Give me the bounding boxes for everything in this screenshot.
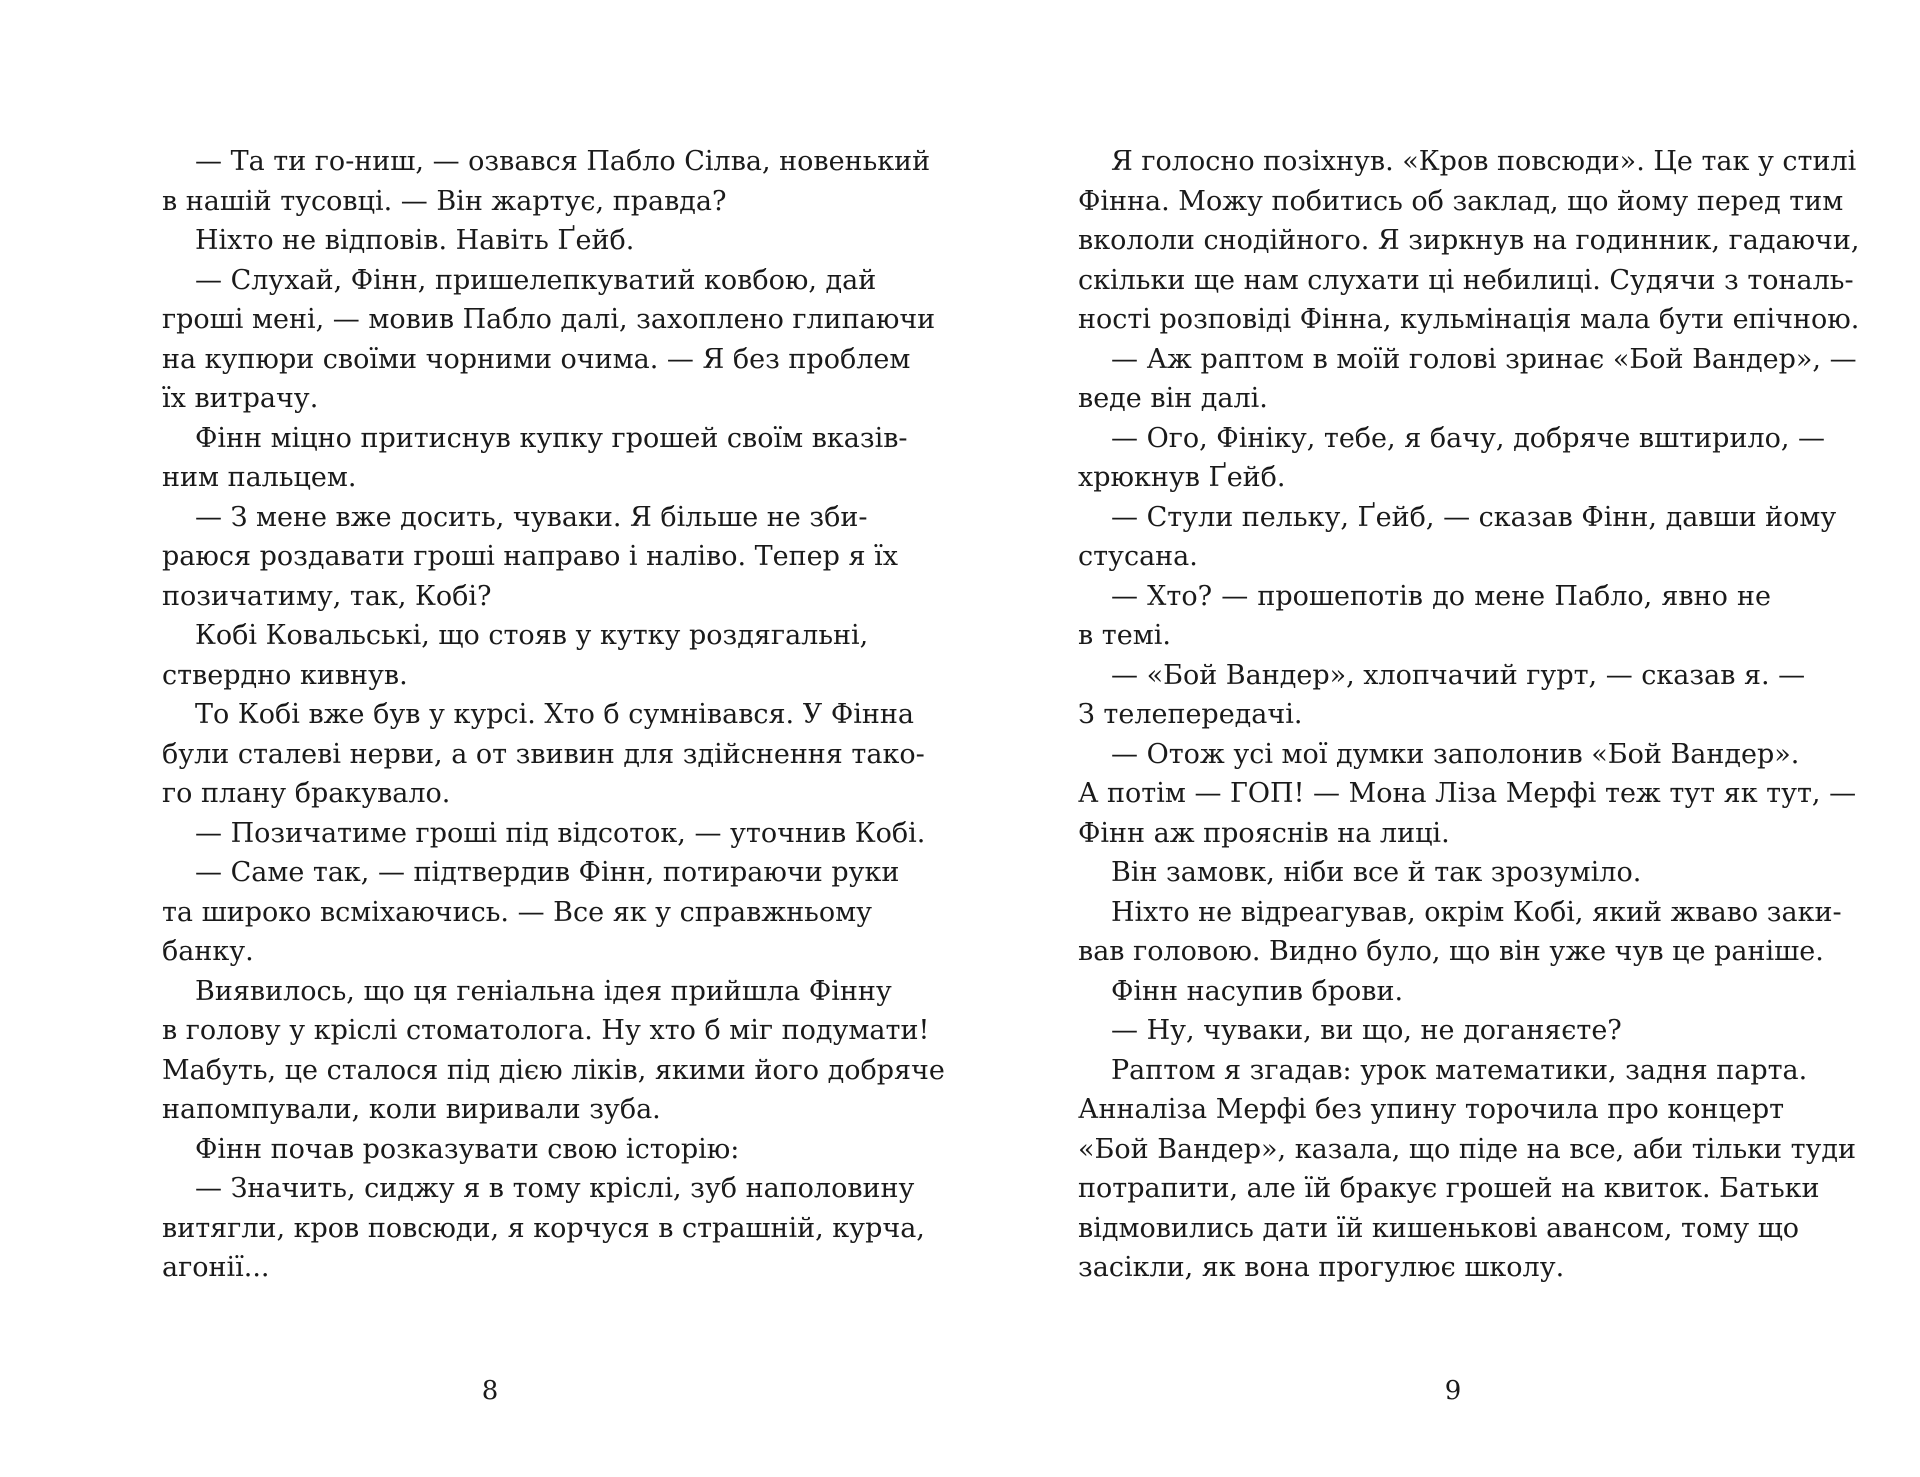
text-line: Виявилось, що ця геніальна ідея прийшла Фінну [195,975,892,1007]
text-line: — Позичатиме гроші під відсоток, — уточнив Кобі. [195,817,926,849]
text-line: — Та ти го-ниш, — озвався Пабло Сілва, новенький [195,146,931,177]
text-line: Анналіза Мерфі без упину торочила про концерт [1078,1094,1785,1125]
text-line: Кобі Ковальські, що стояв у кутку роздягальні, [195,620,869,651]
text-line: засікли, як вона прогулює школу. [1078,1252,1565,1283]
text-line: на купюри своїми чорними очима. — Я без проблем [162,343,911,375]
text-line: та широко всміхаючись. — Все як у справжньому [162,896,873,928]
text-line: вкололи снодійного. Я зиркнув на годинник, гадаючи, [1078,225,1860,256]
text-line: — Слухай, Фінн, пришелепкуватий ковбою, дай [195,264,877,296]
text-line: агонії... [162,1252,270,1283]
text-line: стусана. [1078,541,1198,572]
text-line: Фінна. Можу побитись об заклад, що йому перед тим [1078,185,1844,217]
text-line: Раптом я згадав: урок математики, задня парта. [1111,1054,1808,1086]
text-line: — Хто? — прошепотів до мене Пабло, явно не [1111,580,1771,612]
text-line: потрапити, але їй бракує грошей на квиток. Батьки [1078,1173,1820,1204]
text-line: — Саме так, — підтвердив Фінн, потираючи руки [195,857,900,888]
text-line: банку. [162,936,254,967]
text-line: ним пальцем. [162,462,357,493]
text-line: Ніхто не відреагував, окрім Кобі, який жваво заки- [1111,896,1842,928]
text-line: витягли, кров повсюди, я корчуся в страшній, курча, [162,1212,925,1244]
text-line: То Кобі вже був у курсі. Хто б сумнівався. У Фінна [195,699,914,730]
text-line: в темі. [1078,620,1171,651]
left-page-text [162,142,945,1288]
text-line: — Стули пельку, Ґейб, — сказав Фінн, давши йому [1111,501,1837,533]
text-line: З телепередачі. [1078,699,1303,730]
text-line: — З мене вже досить, чуваки. Я більше не зби- [195,501,868,533]
text-line: в нашій тусовці. — Він жартує, правда? [162,185,727,217]
text-line: відмовились дати їй кишенькові авансом, тому що [1078,1212,1800,1244]
text-line: Фінн аж прояснів на лиці. [1078,817,1450,849]
text-line: раюся роздавати гроші направо і наліво. Тепер я їх [162,541,898,572]
right-page-text [1078,142,1860,1288]
text-line: — Ого, Фініку, тебе, я бачу, добряче вштирило, — [1111,422,1826,454]
text-line: позичатиму, так, Кобі? [162,580,492,612]
text-line: скільки ще нам слухати ці небилиці. Судячи з тональ- [1078,264,1854,296]
page-number-left: 8 [481,1376,499,1406]
text-line: Він замовк, ніби все й так зрозуміло. [1111,857,1642,888]
text-line: вав головою. Видно було, що він уже чув це раніше. [1078,936,1824,967]
page-number-right: 9 [1444,1376,1462,1406]
text-line: були сталеві нерви, а от звивин для здійснення тако- [162,738,925,770]
text-line: Ніхто не відповів. Навіть Ґейб. [195,225,635,256]
text-line: — Значить, сиджу я в тому кріслі, зуб наполовину [195,1173,915,1204]
text-line: напомпували, коли виривали зуба. [162,1094,661,1125]
text-line: хрюкнув Ґейб. [1078,462,1286,493]
text-line: веде він далі. [1078,383,1268,414]
text-line: Фінн міцно притиснув купку грошей своїм вказів- [195,422,908,454]
text-line: — Ну, чуваки, ви що, не доганяєте? [1111,1015,1622,1046]
text-line: «Бой Вандер», казала, що піде на все, аби тільки туди [1078,1133,1857,1165]
text-line: ствердно кивнув. [162,659,408,691]
text-line: гроші мені, — мовив Пабло далі, захоплено глипаючи [162,304,936,335]
text-line: Мабуть, це сталося під дією ліків, якими його добряче [162,1054,945,1086]
text-line: — «Бой Вандер», хлопчачий гурт, — сказав я. — [1111,659,1806,691]
text-line: їх витрачу. [162,383,319,414]
text-line: — Отож усі мої думки заполонив «Бой Вандер». [1111,738,1800,770]
text-line: — Аж раптом в моїй голові зринає «Бой Вандер», — [1111,343,1857,375]
text-line: ності розповіді Фінна, кульмінація мала бути епічною. [1078,304,1860,335]
text-line: Фінн насупив брови. [1111,975,1404,1007]
text-line: го плану бракувало. [162,778,451,809]
text-line: А потім — ГОП! — Мона Ліза Мерфі теж тут як тут, — [1078,778,1857,809]
text-line: в голову у кріслі стоматолога. Ну хто б міг подумати! [162,1015,930,1046]
text-line: Я голосно позіхнув. «Кров повсюди». Це так у стилі [1111,146,1857,177]
right-page [960,0,1920,1477]
text-line: Фінн почав розказувати свою історію: [195,1133,740,1165]
